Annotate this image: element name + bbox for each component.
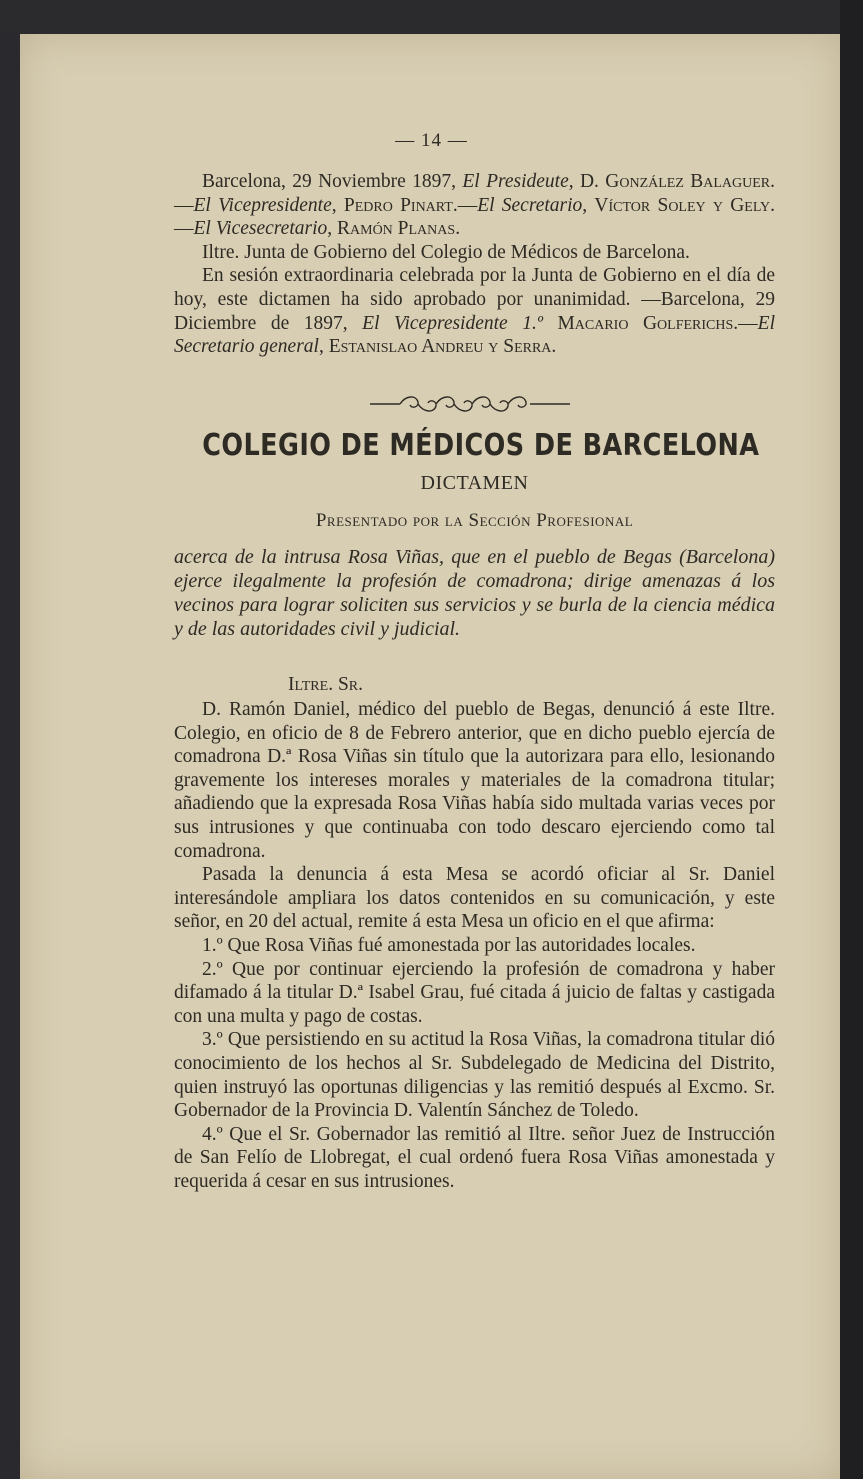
abstract bbox=[174, 545, 775, 641]
person-name: Víctor Soley y Gely bbox=[594, 194, 771, 216]
text-run: , bbox=[331, 194, 344, 216]
list-item: 1.º Que Rosa Viñas fué amonestada por las autoridades locales. bbox=[202, 934, 696, 956]
text-run: En sesión extraordinaria celebrada por la Junta de Gobierno en el día de hoy, este dictamen ha sido aprobado por unanimidad. —Barcelona, 29 Diciembre de 1897, bbox=[174, 265, 775, 334]
approval-paragraph bbox=[174, 264, 775, 358]
text-run bbox=[543, 313, 558, 334]
role-title: El Secretario general bbox=[174, 312, 776, 358]
text-run: . bbox=[551, 336, 557, 358]
ornament-divider bbox=[370, 392, 570, 416]
text-run: .— bbox=[174, 171, 775, 216]
intro-block bbox=[174, 170, 775, 359]
salutation: Iltre. Sr. bbox=[288, 674, 364, 695]
text-run: .— bbox=[174, 194, 775, 240]
text-run: , bbox=[318, 336, 329, 358]
role-title: El Secretario bbox=[477, 194, 583, 216]
role-title: El Presideute bbox=[462, 171, 569, 192]
text-run: , D. bbox=[568, 171, 606, 192]
person-name: Estanislao Andreu y Serra bbox=[328, 336, 552, 358]
list-item: 2.º Que por continuar ejerciendo la profesión de comadrona y haber difamado á la titular D.ª Isabel Grau, fué citada á juicio de faltas y castigada con una multa y pago de costas. bbox=[174, 958, 775, 1027]
text-run: , bbox=[327, 218, 337, 240]
scan-border-right bbox=[840, 0, 863, 1479]
document-subtitle: DICTAMEN bbox=[420, 472, 529, 494]
role-title: El Vicepresidente bbox=[193, 194, 332, 216]
abstract-text: acerca de la intrusa Rosa Viñas, que en el pueblo de Begas (Barcelona) ejerce ilegalmente la profesión de comadrona; dirige amenazas á los vecinos para lograr soliciten sus servicios y se burla de la ciencia médica y de las autoridades civil y judicial. bbox=[174, 546, 775, 640]
list-item: 3.º Que persistiendo en su actitud la Rosa Viñas, la comadrona titular dió conocimiento de los hechos al Sr. Subdelegado de Medicina del Distrito, quien instruyó las oportunas diligencias y las remitió después al Excmo. Sr. Gobernador de la Provincia D. Valentín Sánchez de Toledo. bbox=[174, 1029, 775, 1122]
person-name: González Balaguer bbox=[605, 171, 771, 192]
role-title: El Vicesecretario bbox=[193, 218, 328, 240]
text-run: Barcelona, 29 Noviembre 1897, bbox=[202, 171, 463, 192]
person-name: Ramón Planas bbox=[337, 218, 456, 240]
person-name: Pedro Pinart bbox=[343, 194, 453, 216]
scan-border-top bbox=[0, 0, 863, 34]
role-title: El Vicepresidente 1.º bbox=[362, 312, 543, 334]
text-run: .— bbox=[452, 194, 478, 216]
body-paragraph: Pasada la denuncia á esta Mesa se acordó oficiar al Sr. Daniel interesándole ampliara los datos contenidos en su comunicación, y este señor, en 20 del actual, remite á esta Mesa un oficio en el que afirma: bbox=[174, 864, 775, 933]
body-text bbox=[174, 698, 775, 1193]
signature-paragraph bbox=[174, 170, 775, 241]
presented-by: Presentado por la Sección Profesional bbox=[315, 510, 634, 531]
body-paragraph: D. Ramón Daniel, médico del pueblo de Begas, denunció á este Iltre. Colegio, en oficio de 8 de Febrero anterior, que en dicho pueblo ejercía de comadrona D.ª Rosa Viñas sin título que la autorizara para ello, lesionando gravemente los intereses morales y materiales de la comadrona titular; añadiendo que la expresada Rosa Viñas había sido multada varias veces por sus intrusiones y que continuaba con todo descaro ejerciendo como tal comadrona. bbox=[174, 699, 775, 862]
person-name: Macario Golferichs bbox=[557, 312, 734, 334]
text-run: , bbox=[582, 194, 595, 216]
text-run: .— bbox=[733, 312, 758, 334]
document-title: COLEGIO DE MÉDICOS DE BARCELONA bbox=[202, 428, 760, 463]
page-number: — 14 — bbox=[395, 130, 468, 151]
text-run: . bbox=[455, 218, 461, 240]
list-item: 4.º Que el Sr. Gobernador las remitió al Iltre. señor Juez de Instrucción de San Felío de Llobregat, el cual ordenó fuera Rosa Viñas amonestada y requerida á cesar en sus intrusiones. bbox=[174, 1123, 775, 1192]
addressee-line: Iltre. Junta de Gobierno del Colegio de Médicos de Barcelona. bbox=[202, 241, 690, 263]
